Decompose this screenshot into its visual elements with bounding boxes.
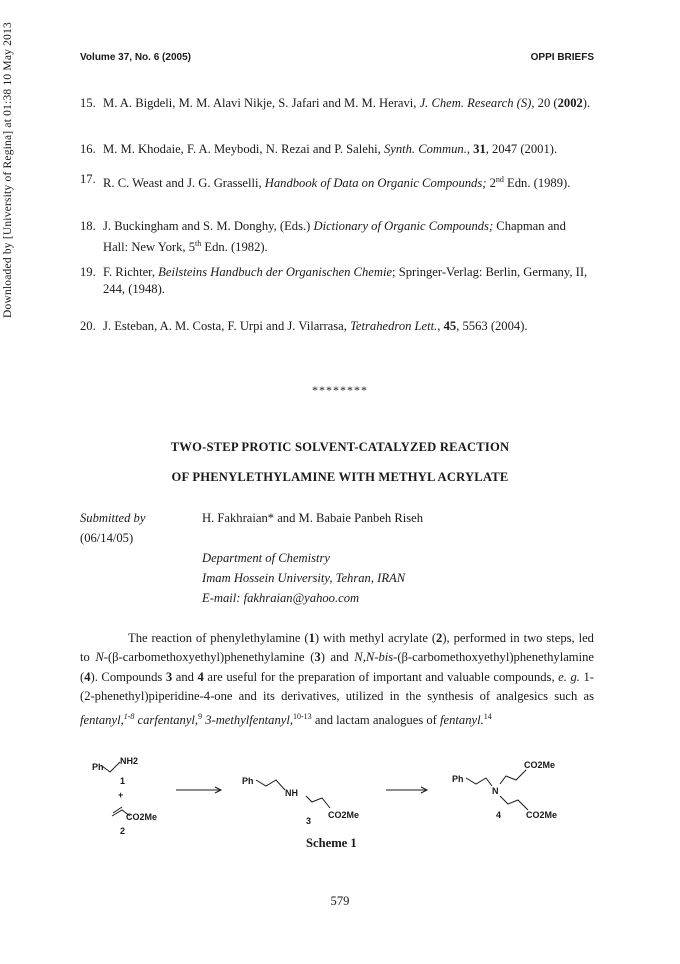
reference-18 <box>80 218 594 256</box>
phenyl-label-3: Ph <box>242 776 254 786</box>
reference-number: 19. <box>80 265 96 279</box>
plus-sign: + <box>118 790 124 800</box>
ester-label-4b: CO2Me <box>526 810 558 820</box>
reference-text: R. C. Weast and J. G. Grasselli, Handbook of Data on Organic Compounds; 2nd Edn. (1989). <box>103 175 571 191</box>
article-title-line-1: TWO-STEP PROTIC SOLVENT-CATALYZED REACTION <box>170 440 510 454</box>
bond-4c <box>500 796 528 810</box>
reference-20 <box>80 318 594 335</box>
affiliation-email: E-mail: fakhraian@yahoo.com <box>202 591 360 605</box>
bond-1 <box>102 762 120 772</box>
ester-label-4a: CO2Me <box>524 760 556 770</box>
reference-17 <box>80 171 594 192</box>
journal-volume: Volume 37, No. 6 (2005) <box>80 52 191 63</box>
reference-text: M. M. Khodaie, F. A. Meybodi, N. Rezai and P. Salehi, Synth. Commun., 31, 2047 (2001). <box>103 142 558 156</box>
reference-number: 18. <box>80 219 96 233</box>
reference-15 <box>80 95 594 112</box>
running-header <box>80 52 594 63</box>
phenyl-label-4: Ph <box>452 774 464 784</box>
bond-3a <box>256 780 285 790</box>
ester-label-2: CO2Me <box>126 812 158 822</box>
compound-number-2: 2 <box>120 826 126 836</box>
article-title-line-2: OF PHENYLETHYLAMINE WITH METHYL ACRYLATE <box>171 470 509 484</box>
affiliation-institution: Imam Hossein University, Tehran, IRAN <box>202 571 406 585</box>
reference-text: F. Richter, Beilsteins Handbuch der Organischen Chemie; Springer-Verlag: Berlin, Germany, II, 244, (1948). <box>103 265 588 296</box>
section-name: OPPI BRIEFS <box>530 52 594 63</box>
nh-label: NH <box>285 788 298 798</box>
reference-number: 15. <box>80 96 96 110</box>
reference-19 <box>80 264 594 298</box>
section-separator: ******** <box>312 383 368 397</box>
affiliation-department: Department of Chemistry <box>202 551 331 565</box>
compound-number-3: 3 <box>306 816 312 826</box>
double-bond-2 <box>113 807 122 813</box>
reference-number: 16. <box>80 142 96 156</box>
download-watermark: Downloaded by [University of Regina] at 01:38 10 May 2013 <box>2 22 14 318</box>
scheme-label: Scheme 1 <box>306 836 357 850</box>
bond-3b <box>306 796 330 808</box>
submitted-date: (06/14/05) <box>80 531 134 545</box>
reference-number: 20. <box>80 319 96 333</box>
reference-number: 17. <box>80 172 96 186</box>
bond-4a <box>466 778 492 786</box>
n-label: N <box>492 786 499 796</box>
reference-text: M. A. Bigdeli, M. M. Alavi Nikje, S. Jafari and M. M. Heravi, J. Chem. Research (S), 20 (2002). <box>103 96 591 110</box>
bond-4b <box>500 770 526 784</box>
compound-number-4: 4 <box>496 810 502 820</box>
submitted-label: Submitted by <box>80 511 146 525</box>
ester-label-3: CO2Me <box>328 810 360 820</box>
compound-number-1: 1 <box>120 776 126 786</box>
abstract-paragraph: The reaction of phenylethylamine (1) with methyl acrylate (2), performed in two steps, led to N-(β-carbomethoxyethyl)phenethylamine (3) and N,N-bis-(β-carbomethoxyethyl)phenethylamine (4). Compounds 3 and 4 are useful for the preparation of important and valuable compounds, e. g. 1-(2-phenethyl)piperidine-4-one and its derivatives, utilized in the synthesis of analgesics such as fentanyl,$^{1-8}$ carfentanyl,$^9$ 3-methylfentanyl,$^{10-13}$ and lactam analogues of fentanyl.$^{14}$ <box>80 631 594 727</box>
reference-16 <box>80 141 594 158</box>
authors: H. Fakhraian* and M. Babaie Panbeh Riseh <box>202 511 424 525</box>
reference-text: J. Buckingham and S. M. Donghy, (Eds.) Dictionary of Organic Compounds; Chapman and Hall: New York, 5th Edn. (1982). <box>103 219 566 255</box>
amine-label: NH2 <box>120 756 139 766</box>
phenyl-label-1: Ph <box>92 762 104 772</box>
page-number: 579 <box>330 894 350 908</box>
reference-text: J. Esteban, A. M. Costa, F. Urpi and J. Vilarrasa, Tetrahedron Lett., 45, 5563 (2004). <box>103 319 528 333</box>
